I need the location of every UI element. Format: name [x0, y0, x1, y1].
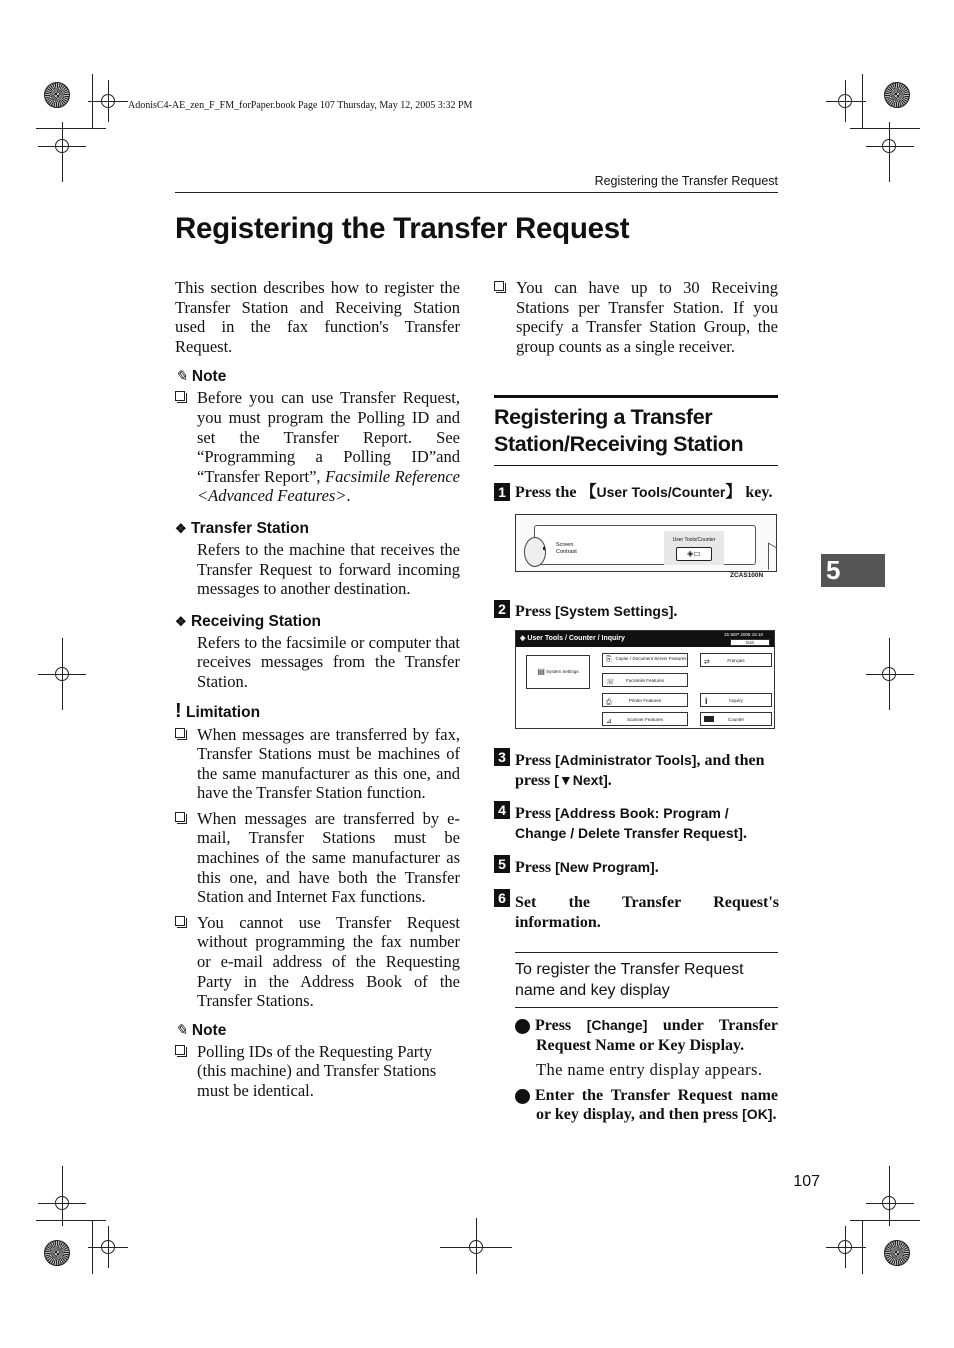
- inquiry-button[interactable]: i Inquiry: [700, 693, 772, 707]
- page-number: 107: [793, 1173, 820, 1190]
- substep-1: 1 Press [Change] under Transfer Request Name or Key Display. The name entry display appears. 2 Enter the Transfer Request name or key display, and then press [OK].: [509, 1017, 779, 1124]
- diamond-bullet-icon: ❖: [175, 520, 187, 536]
- control-panel-illustration: ◐ Screen Contrast User Tools/Counter ◈▭: [515, 514, 777, 572]
- diamond-bullet-icon: ❖: [175, 613, 187, 629]
- counter-button[interactable]: Counter: [700, 712, 772, 726]
- running-header: Registering the Transfer Request: [594, 174, 778, 188]
- language-button[interactable]: ⇄ Français: [700, 653, 772, 667]
- registration-disc-icon: [44, 1240, 70, 1266]
- checkbox-icon: [175, 391, 185, 401]
- substep-1-result: The name entry display appears.: [536, 1060, 763, 1080]
- substep-number: 2: [515, 1089, 530, 1104]
- note-item: Polling IDs of the Requesting Party (this machine) and Transfer Stations must be identical.: [175, 1042, 460, 1101]
- step-number: 6: [494, 889, 510, 907]
- system-settings-button[interactable]: ▤ System Settings: [526, 655, 590, 689]
- note-heading: ✎ Note: [175, 1021, 227, 1039]
- checkbox-icon: [175, 916, 185, 926]
- header-rule: [175, 192, 778, 193]
- settings-icon: ▤: [537, 667, 545, 676]
- registration-cross-icon: [882, 139, 896, 153]
- section-title: Registering a Transfer Station/Receiving Station: [494, 405, 744, 456]
- step-6-text: Set the Transfer Request's information.: [515, 894, 779, 931]
- registration-disc-icon: [44, 82, 70, 108]
- receiving-station-heading: ❖ Receiving Station: [175, 612, 322, 630]
- scanner-features-button[interactable]: ⊿ Scanner Features: [602, 712, 688, 726]
- facsimile-features-button[interactable]: ☏ Facsimile Features: [602, 673, 688, 687]
- limitation-heading: ! Limitation: [175, 699, 261, 722]
- limitation-item: When messages are transferred by fax, Transfer Stations must be machines of the same manufacturer as this one, and have the Transfer Station function.: [175, 725, 460, 803]
- exit-button[interactable]: Exit: [730, 639, 770, 646]
- step-3-text: Press [Administrator Tools], and then press [▼Next].: [515, 752, 765, 789]
- print-header: AdonisC4-AE_zen_F_FM_forPaper.book Page 107 Thursday, May 12, 2005 3:32 PM: [128, 100, 473, 111]
- registration-cross-icon: [55, 139, 69, 153]
- page-title: Registering the Transfer Request: [175, 212, 630, 245]
- substep-2: 2 Enter the Transfer Request name or key display, and then press [OK].: [509, 1086, 778, 1124]
- step-2-text: Press [System Settings].: [515, 603, 678, 620]
- step-1-text: Press the 【User Tools/Counter】 key.: [515, 484, 773, 501]
- exclamation-icon: !: [175, 699, 182, 722]
- pencil-icon: ✎: [175, 368, 188, 386]
- step-number: 4: [494, 801, 510, 819]
- subsection-title: To register the Transfer Request name and key display: [515, 961, 744, 999]
- right-note-item: You can have up to 30 Receiving Stations per Transfer Station. If you specify a Transfer Station Group, the group counts as a single receiver.: [494, 278, 778, 356]
- limitation-item: When messages are transferred by e-mail, Transfer Stations must be machines of the same manufacturer as this one, and have both the Transfer Station and Internet Fax functions.: [175, 809, 460, 907]
- intro-paragraph: This section describes how to register the Transfer Station and Receiving Station used in the fax function's Transfer Request.: [175, 278, 460, 356]
- printer-features-button[interactable]: ⎙ Printer Features: [602, 693, 688, 707]
- note-heading: ✎ Note: [175, 368, 227, 386]
- chapter-tab: 5: [821, 554, 885, 587]
- step-number: 1: [494, 483, 510, 501]
- section-rule-top: [494, 395, 778, 398]
- substep-number: 1: [515, 1019, 530, 1034]
- registration-disc-icon: [884, 82, 910, 108]
- printer-icon: ⎙: [606, 699, 612, 706]
- user-tools-counter-key[interactable]: ◈▭: [676, 547, 712, 561]
- limitation-item: You cannot use Transfer Request without programming the fax number or e-mail address of the Requesting Party in the Address Book of the Transfer Stations.: [175, 913, 460, 1011]
- step-number: 2: [494, 600, 510, 618]
- figure-id: ZCAS100N: [730, 572, 764, 579]
- left-column: [175, 278, 460, 1107]
- contrast-icon: ◐: [542, 543, 548, 553]
- copier-icon: ⎘: [606, 656, 612, 663]
- language-icon: ⇄: [704, 659, 710, 666]
- registration-cross-icon: [55, 667, 69, 681]
- subsection-rule-top: [515, 952, 778, 953]
- registration-cross-icon: [882, 667, 896, 681]
- scanner-icon: ⊿: [606, 718, 612, 725]
- step-4-text: Press [Address Book: Program / Change / Delete Transfer Request].: [515, 805, 747, 842]
- subsection-rule-bottom: [515, 1007, 778, 1008]
- screen-title: ◈ User Tools / Counter / Inquiry: [520, 635, 625, 642]
- step-5-text: Press [New Program].: [515, 859, 659, 876]
- receiving-station-text: Refers to the facsimile or computer that receives messages from the Transfer Station.: [197, 632, 460, 691]
- registration-disc-icon: [884, 1240, 910, 1266]
- user-tools-screen: ◈ User Tools / Counter / Inquiry 15 SEP 2005 15:10 Exit ▤ System Settings ⎘ Copier / Document Server Features ☏ Facsimile Features ⎙ Printer Features ⊿ Scanner Features ⇄ Français i Inquiry Counter: [515, 630, 775, 729]
- checkbox-icon: [494, 281, 504, 291]
- copier-features-button[interactable]: ⎘ Copier / Document Server Features: [602, 653, 688, 667]
- registration-cross-icon: [55, 1196, 69, 1210]
- info-icon: i: [705, 696, 708, 706]
- registration-cross-icon: [838, 94, 852, 108]
- registration-cross-icon: [838, 1240, 852, 1254]
- step-number: 3: [494, 748, 510, 766]
- transfer-station-heading: ❖ Transfer Station: [175, 519, 309, 537]
- pencil-icon: ✎: [175, 1021, 188, 1039]
- registration-cross-icon: [101, 94, 115, 108]
- registration-cross-icon: [882, 1196, 896, 1210]
- tools-icon: ◈: [520, 635, 526, 642]
- fax-icon: ☏: [606, 679, 615, 686]
- registration-cross-icon: [469, 1240, 483, 1254]
- step-number: 5: [494, 855, 510, 873]
- checkbox-icon: [175, 812, 185, 822]
- checkbox-icon: [175, 1045, 185, 1055]
- section-rule-bottom: [494, 465, 778, 466]
- counter-icon: [704, 716, 714, 722]
- checkbox-icon: [175, 728, 185, 738]
- transfer-station-text: Refers to the machine that receives the Transfer Request to forward incoming messages to another destination.: [197, 539, 460, 599]
- registration-cross-icon: [101, 1240, 115, 1254]
- note-item: Before you can use Transfer Request, you must program the Polling ID and set the Transfer Report. See “Programming a Polling ID”and “Transfer Report”, Facsimile Reference <Advanced Features>.: [175, 388, 460, 506]
